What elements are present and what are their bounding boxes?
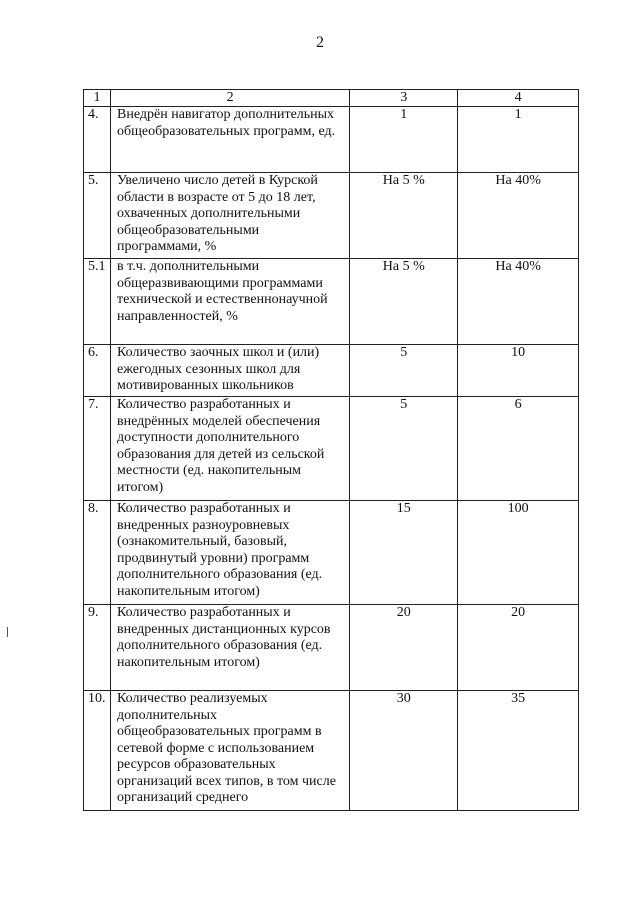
value-column-4: На 40% xyxy=(458,173,579,259)
indicator-name: Увеличено число детей в Курской области в возрасте от 5 до 18 лет, охваченных дополнительными общеобразовательными программами, % xyxy=(111,173,350,259)
row-number: 4. xyxy=(84,107,111,173)
value-column-4: 1 xyxy=(458,107,579,173)
row-number: 9. xyxy=(84,605,111,691)
table-row xyxy=(84,501,579,605)
value-column-4: 35 xyxy=(458,691,579,811)
value-column-4: На 40% xyxy=(458,259,579,345)
value-column-3: На 5 % xyxy=(350,259,458,345)
value-column-3: 1 xyxy=(350,107,458,173)
table-row xyxy=(84,259,579,345)
value-column-3: 5 xyxy=(350,397,458,501)
table-row xyxy=(84,605,579,691)
value-column-3: 15 xyxy=(350,501,458,605)
column-header-4: 4 xyxy=(458,90,579,107)
value-column-4: 6 xyxy=(458,397,579,501)
indicator-name: Внедрён навигатор дополнительных общеобразовательных программ, ед. xyxy=(111,107,350,173)
table-header-row xyxy=(84,90,579,107)
indicator-name: Количество реализуемых дополнительных общеобразовательных программ в сетевой форме с использованием ресурсов образовательных организаций всех типов, в том числе организаций среднего xyxy=(111,691,350,811)
column-header-3: 3 xyxy=(350,90,458,107)
value-column-4: 20 xyxy=(458,605,579,691)
indicator-name: Количество разработанных и внедренных разноуровневых (ознакомительный, базовый, продвинутый уровни) программ дополнительного образования (ед. накопительным итогом) xyxy=(111,501,350,605)
value-column-4: 100 xyxy=(458,501,579,605)
column-header-2: 2 xyxy=(111,90,350,107)
page-number: 2 xyxy=(316,34,324,51)
indicator-name: Количество заочных школ и (или) ежегодных сезонных школ для мотивированных школьников xyxy=(111,345,350,397)
row-number: 7. xyxy=(84,397,111,501)
row-number: 5.1 xyxy=(84,259,111,345)
table-row xyxy=(84,397,579,501)
row-number: 10. xyxy=(84,691,111,811)
table-row xyxy=(84,173,579,259)
row-number: 5. xyxy=(84,173,111,259)
indicator-name: Количество разработанных и внедрённых моделей обеспечения доступности дополнительного образования для детей из сельской местности (ед. накопительным итогом) xyxy=(111,397,350,501)
value-column-3: На 5 % xyxy=(350,173,458,259)
value-column-4: 10 xyxy=(458,345,579,397)
indicators-table xyxy=(83,89,579,811)
row-number: 6. xyxy=(84,345,111,397)
indicator-name: Количество разработанных и внедренных дистанционных курсов дополнительного образования (ед. накопительным итогом) xyxy=(111,605,350,691)
value-column-3: 30 xyxy=(350,691,458,811)
table-row xyxy=(84,691,579,811)
table-row xyxy=(84,107,579,173)
column-header-1: 1 xyxy=(84,90,111,107)
scan-mark xyxy=(7,627,8,637)
value-column-3: 20 xyxy=(350,605,458,691)
indicator-name: в т.ч. дополнительными общеразвивающими программами технической и естественнонаучной направленностей, % xyxy=(111,259,350,345)
table-row xyxy=(84,345,579,397)
row-number: 8. xyxy=(84,501,111,605)
value-column-3: 5 xyxy=(350,345,458,397)
